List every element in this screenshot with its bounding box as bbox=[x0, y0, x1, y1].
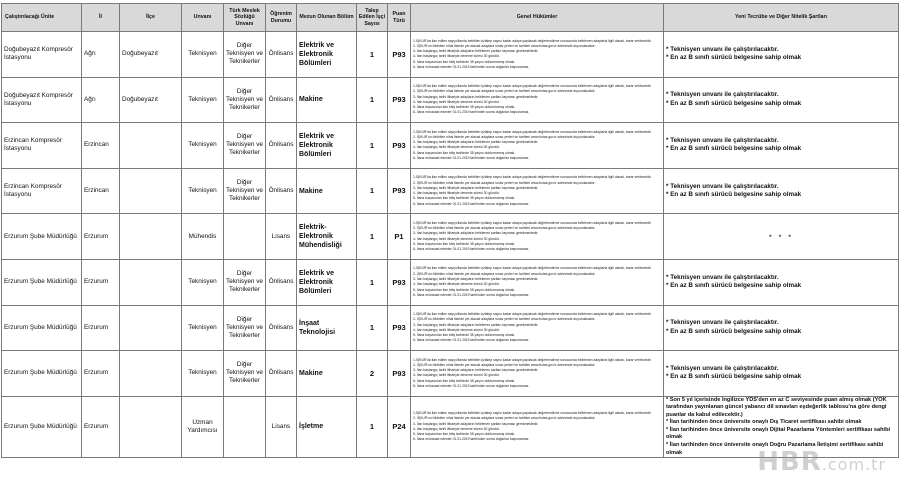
general-provision-line: 6- İlana müracaat edenler 01.01.2019 tarihinden sonra doğanlar başvuramaz. bbox=[413, 292, 530, 297]
table-row bbox=[2, 351, 899, 397]
requirement-item: * En az B sınıfı sürücü belgesine sahip olmak bbox=[666, 282, 802, 290]
cell-title: Teknisyen bbox=[182, 259, 224, 305]
general-provision-line: 4- İlan başlangıç tarihi itibariyle deneme süresi 30 gündür. bbox=[413, 54, 500, 59]
general-provision-line: 3- İlan başlangıç tarihi itibariyle adayların belirlenen şartları taşıması gerekmektedir. bbox=[413, 368, 539, 373]
cell-count: 1 bbox=[357, 259, 388, 305]
general-provision-line: 6- İlana müracaat edenler 01.01.2019 tarihinden sonra doğanlar başvuramaz. bbox=[413, 110, 530, 115]
general-provision-line: 4- İlan başlangıç tarihi itibariyle deneme süresi 30 gündür. bbox=[413, 99, 500, 104]
header-general: Genel Hükümler bbox=[411, 4, 664, 32]
general-provision-line: 3- İlan başlangıç tarihi itibariyle adayların belirlenen şartları taşıması gerekmektedir. bbox=[413, 421, 539, 426]
general-provision-line: 3- İlan başlangıç tarihi itibariyle adayların belirlenen şartları taşıması gerekmektedir. bbox=[413, 185, 539, 190]
cell-title: Uzman Yardımcısı bbox=[182, 396, 224, 457]
requirement-item: * Teknisyen unvanı ile çalıştırılacaktır. bbox=[666, 91, 779, 99]
header-education: Öğrenim Durumu bbox=[266, 4, 297, 32]
general-provision-line: 2- İŞKUR'un bildirilen nihai listede yer alacak adaylara sınav yerleri ve tarihleri www.botas.gov.tr adresinde duyurulacaktır. bbox=[413, 89, 596, 94]
cell-count: 2 bbox=[357, 351, 388, 397]
general-provision-line: 6- İlana müracaat edenler 01.01.2019 tarihinden sonra doğanlar başvuramaz. bbox=[413, 156, 530, 161]
general-provision-line: 6- İlana müracaat edenler 01.01.2019 tarihinden sonra doğanlar başvuramaz. bbox=[413, 338, 530, 343]
header-requirements: Yeni Tecrübe ve Diğer Nitelik Şartları bbox=[664, 4, 899, 32]
cell-score-type: P24 bbox=[388, 396, 411, 457]
cell-score-type: P93 bbox=[388, 77, 411, 123]
header-count: Talep Edilen İşçi Sayısı bbox=[357, 4, 388, 32]
cell-dictionary: Diğer Teknisyen ve Teknikerler bbox=[224, 351, 266, 397]
cell-requirements bbox=[664, 32, 899, 78]
requirement-item: * Teknisyen unvanı ile çalıştırılacaktır. bbox=[666, 45, 779, 53]
requirement-item: * Teknisyen unvanı ile çalıştırılacaktır. bbox=[666, 319, 779, 327]
cell-unit: Erzincan Kompresör İstasyonu bbox=[2, 123, 82, 169]
general-provision-line: 3- İlan başlangıç tarihi itibariyle adayların belirlenen şartları taşıması gerekmektedir. bbox=[413, 231, 539, 236]
cell-score-type: P93 bbox=[388, 32, 411, 78]
general-provision-line: 5- İlana başvurulan ilan bitiş tarihinde 35 yaşını doldurmamış olmak. bbox=[413, 59, 516, 64]
general-provision-line: 1-İŞKUR'da ilan edilen sayıyı/ilanda belirtilen iş/talep sayısı kadar adaya yapılacak değerlendirme sonucunda belirlenen adaylarla ilgili olarak, karar verilecektir. bbox=[413, 357, 652, 362]
cell-general-provisions bbox=[411, 396, 664, 457]
requirement-item: * En az B sınıfı sürücü belgesine sahip olmak bbox=[666, 327, 802, 335]
cell-education: Önlisans bbox=[266, 305, 297, 351]
general-provision-line: 4- İlan başlangıç tarihi itibariyle deneme süresi 30 gündür. bbox=[413, 373, 500, 378]
cell-general-provisions bbox=[411, 259, 664, 305]
cell-score-type: P93 bbox=[388, 123, 411, 169]
requirement-item: * Teknisyen unvanı ile çalıştırılacaktır. bbox=[666, 182, 779, 190]
cell-title: Teknisyen bbox=[182, 305, 224, 351]
cell-department: Makine bbox=[297, 351, 357, 397]
requirement-item: * Teknisyen unvanı ile çalıştırılacaktır. bbox=[666, 273, 779, 281]
cell-dictionary: Diğer Teknisyen ve Teknikerler bbox=[224, 32, 266, 78]
requirement-item: * En az B sınıfı sürücü belgesine sahip olmak bbox=[666, 54, 802, 62]
cell-general-provisions bbox=[411, 168, 664, 214]
cell-unit: Erzurum Şube Müdürlüğü bbox=[2, 396, 82, 457]
cell-education: Lisans bbox=[266, 396, 297, 457]
cell-general-provisions bbox=[411, 351, 664, 397]
cell-score-type: P93 bbox=[388, 305, 411, 351]
general-provision-line: 1-İŞKUR'da ilan edilen sayıyı/ilanda belirtilen iş/talep sayısı kadar adaya yapılacak değerlendirme sonucunda belirlenen adaylarla ilgili olarak, karar verilecektir. bbox=[413, 411, 652, 416]
cell-count: 1 bbox=[357, 123, 388, 169]
watermark-logo: HBR.com.tr bbox=[757, 447, 886, 477]
general-provision-line: 5- İlana başvurulan ilan bitiş tarihinde 35 yaşını doldurmamış olmak. bbox=[413, 333, 516, 338]
cell-title: Teknisyen bbox=[182, 351, 224, 397]
cell-count: 1 bbox=[357, 396, 388, 457]
requirement-item: * Son 5 yıl içerisinde İngilizce YDS'den en az C seviyesinde puan almış olmak (YÖK tarafından yayınlanan güncel yabancı dil sınavları eşdeğerlik tablosu'na göre dengi puanlar da kabul edilecektir.) bbox=[666, 396, 887, 418]
table-row bbox=[2, 168, 899, 214]
cell-general-provisions bbox=[411, 305, 664, 351]
cell-general-provisions bbox=[411, 32, 664, 78]
general-provision-line: 1-İŞKUR'da ilan edilen sayıyı/ilanda belirtilen iş/talep sayısı kadar adaya yapılacak değerlendirme sonucunda belirlenen adaylarla ilgili olarak, karar verilecektir. bbox=[413, 266, 652, 271]
general-provision-line: 4- İlan başlangıç tarihi itibariyle deneme süresi 30 gündür. bbox=[413, 282, 500, 287]
header-title: Unvanı bbox=[182, 4, 224, 32]
cell-title: Mühendis bbox=[182, 214, 224, 260]
requirement-item: * Teknisyen unvanı ile çalıştırılacaktır. bbox=[666, 364, 779, 372]
cell-department: İnşaat Teknolojisi bbox=[297, 305, 357, 351]
header-score-type: Puan Türü bbox=[388, 4, 411, 32]
cell-dictionary bbox=[224, 396, 266, 457]
cell-general-provisions bbox=[411, 214, 664, 260]
cell-score-type: P93 bbox=[388, 351, 411, 397]
general-provision-line: 3- İlan başlangıç tarihi itibariyle adayların belirlenen şartları taşıması gerekmektedir. bbox=[413, 322, 539, 327]
general-provision-line: 5- İlana başvurulan ilan bitiş tarihinde 35 yaşını doldurmamış olmak. bbox=[413, 105, 516, 110]
cell-education: Önlisans bbox=[266, 32, 297, 78]
cell-province: Erzurum bbox=[82, 214, 120, 260]
cell-education: Önlisans bbox=[266, 351, 297, 397]
header-row bbox=[2, 4, 899, 32]
cell-district: Doğubeyazıt bbox=[120, 77, 182, 123]
general-provision-line: 1-İŞKUR'da ilan edilen sayıyı/ilanda belirtilen iş/talep sayısı kadar adaya yapılacak değerlendirme sonucunda belirlenen adaylarla ilgili olarak, karar verilecektir. bbox=[413, 129, 652, 134]
general-provision-line: 2- İŞKUR'un bildirilen nihai listede yer alacak adaylara sınav yerleri ve tarihleri www.botas.gov.tr adresinde duyurulacaktır. bbox=[413, 180, 596, 185]
cell-department: Elektrik ve Elektronik Bölümleri bbox=[297, 32, 357, 78]
general-provision-line: 6- İlana müracaat edenler 01.01.2019 tarihinden sonra doğanlar başvuramaz. bbox=[413, 201, 530, 206]
cell-dictionary: Diğer Teknisyen ve Teknikerler bbox=[224, 168, 266, 214]
general-provision-line: 6- İlana müracaat edenler 01.01.2019 tarihinden sonra doğanlar başvuramaz. bbox=[413, 437, 530, 442]
cell-requirements bbox=[664, 77, 899, 123]
header-province: İl bbox=[82, 4, 120, 32]
cell-count: 1 bbox=[357, 168, 388, 214]
cell-requirements-placeholder: • • • bbox=[664, 214, 899, 260]
cell-unit: Erzincan Kompresör İstasyonu bbox=[2, 168, 82, 214]
general-provision-line: 5- İlana başvurulan ilan bitiş tarihinde 35 yaşını doldurmamış olmak. bbox=[413, 150, 516, 155]
cell-district bbox=[120, 351, 182, 397]
general-provision-line: 1-İŞKUR'da ilan edilen sayıyı/ilanda belirtilen iş/talep sayısı kadar adaya yapılacak değerlendirme sonucunda belirlenen adaylarla ilgili olarak, karar verilecektir. bbox=[413, 220, 652, 225]
general-provision-line: 6- İlana müracaat edenler 01.01.2019 tarihinden sonra doğanlar başvuramaz. bbox=[413, 247, 530, 252]
cell-education: Önlisans bbox=[266, 259, 297, 305]
cell-general-provisions bbox=[411, 77, 664, 123]
cell-education: Önlisans bbox=[266, 123, 297, 169]
general-provision-line: 2- İŞKUR'un bildirilen nihai listede yer alacak adaylara sınav yerleri ve tarihleri www.botas.gov.tr adresinde duyurulacaktır. bbox=[413, 317, 596, 322]
cell-unit: Doğubeyazıt Kompresör İstasyonu bbox=[2, 77, 82, 123]
general-provision-line: 1-İŞKUR'da ilan edilen sayıyı/ilanda belirtilen iş/talep sayısı kadar adaya yapılacak değerlendirme sonucunda belirlenen adaylarla ilgili olarak, karar verilecektir. bbox=[413, 84, 652, 89]
cell-district bbox=[120, 305, 182, 351]
general-provision-line: 6- İlana müracaat edenler 01.01.2019 tarihinden sonra doğanlar başvuramaz. bbox=[413, 64, 530, 69]
cell-score-type: P1 bbox=[388, 214, 411, 260]
cell-province: Ağrı bbox=[82, 77, 120, 123]
general-provision-line: 3- İlan başlangıç tarihi itibariyle adayların belirlenen şartları taşıması gerekmektedir. bbox=[413, 94, 539, 99]
cell-dictionary: Diğer Teknisyen ve Teknikerler bbox=[224, 259, 266, 305]
requirement-item: * En az B sınıfı sürücü belgesine sahip olmak bbox=[666, 145, 802, 153]
general-provision-line: 5- İlana başvurulan ilan bitiş tarihinde 35 yaşını doldurmamış olmak. bbox=[413, 196, 516, 201]
cell-department: Elektrik-Elektronik Mühendisliği bbox=[297, 214, 357, 260]
general-provision-line: 3- İlan başlangıç tarihi itibariyle adayların belirlenen şartları taşıması gerekmektedir. bbox=[413, 277, 539, 281]
cell-education: Lisans bbox=[266, 214, 297, 260]
requirement-item: * Teknisyen unvanı ile çalıştırılacaktır. bbox=[666, 136, 779, 144]
table-row bbox=[2, 123, 899, 169]
table-row bbox=[2, 214, 899, 260]
cell-general-provisions bbox=[411, 123, 664, 169]
header-dictionary: Türk Meslek Sözlüğü Unvanı bbox=[224, 4, 266, 32]
general-provision-line: 2- İŞKUR'un bildirilen nihai listede yer alacak adaylara sınav yerleri ve tarihleri www.botas.gov.tr adresinde duyurulacaktır. bbox=[413, 416, 596, 421]
table-row bbox=[2, 32, 899, 78]
job-listing-table bbox=[1, 3, 899, 458]
general-provision-line: 3- İlan başlangıç tarihi itibariyle adayların belirlenen şartları taşıması gerekmektedir. bbox=[413, 49, 539, 54]
cell-count: 1 bbox=[357, 305, 388, 351]
cell-district bbox=[120, 259, 182, 305]
cell-department: Elektrik ve Elektronik Bölümleri bbox=[297, 123, 357, 169]
general-provision-line: 3- İlan başlangıç tarihi itibariyle adayların belirlenen şartları taşıması gerekmektedir. bbox=[413, 140, 539, 145]
general-provision-line: 2- İŞKUR'un bildirilen nihai listede yer alacak adaylara sınav yerleri ve tarihleri www.botas.gov.tr adresinde duyurulacaktır. bbox=[413, 134, 596, 139]
general-provision-line: 5- İlana başvurulan ilan bitiş tarihinde 35 yaşını doldurmamış olmak. bbox=[413, 241, 516, 246]
general-provision-line: 4- İlan başlangıç tarihi itibariyle deneme süresi 30 gündür. bbox=[413, 236, 500, 241]
general-provision-line: 2- İŞKUR'un bildirilen nihai listede yer alacak adaylara sınav yerleri ve tarihleri www.botas.gov.tr adresinde duyurulacaktır. bbox=[413, 362, 596, 367]
cell-province: Erzurum bbox=[82, 396, 120, 457]
cell-province: Erzincan bbox=[82, 168, 120, 214]
cell-district: Doğubeyazıt bbox=[120, 32, 182, 78]
requirement-item: * İlan tarihinden önce üniversite onaylı Dış Ticaret sertifikası sahibi olmak bbox=[666, 419, 862, 426]
cell-unit: Doğubeyazıt Kompresör İstasyonu bbox=[2, 32, 82, 78]
cell-province: Erzurum bbox=[82, 259, 120, 305]
cell-title: Teknisyen bbox=[182, 168, 224, 214]
requirement-item: * En az B sınıfı sürücü belgesine sahip olmak bbox=[666, 191, 802, 199]
cell-unit: Erzurum Şube Müdürlüğü bbox=[2, 214, 82, 260]
cell-province: Erzincan bbox=[82, 123, 120, 169]
general-provision-line: 6- İlana müracaat edenler 01.01.2019 tarihinden sonra doğanlar başvuramaz. bbox=[413, 383, 530, 388]
cell-dictionary bbox=[224, 214, 266, 260]
cell-title: Teknisyen bbox=[182, 32, 224, 78]
cell-education: Önlisans bbox=[266, 77, 297, 123]
table-row bbox=[2, 259, 899, 305]
general-provision-line: 2- İŞKUR'un bildirilen nihai listede yer alacak adaylara sınav yerleri ve tarihleri www.botas.gov.tr adresinde duyurulacaktır. bbox=[413, 43, 596, 48]
cell-requirements bbox=[664, 305, 899, 351]
cell-dictionary: Diğer Teknisyen ve Teknikerler bbox=[224, 305, 266, 351]
cell-requirements bbox=[664, 259, 899, 305]
general-provision-line: 5- İlana başvurulan ilan bitiş tarihinde 35 yaşını doldurmamış olmak. bbox=[413, 287, 516, 292]
header-department: Mezun Olunan Bölüm bbox=[297, 4, 357, 32]
general-provision-line: 1-İŞKUR'da ilan edilen sayıyı/ilanda belirtilen iş/talep sayısı kadar adaya yapılacak değerlendirme sonucunda belirlenen adaylarla ilgili olarak, karar verilecektir. bbox=[413, 38, 652, 43]
general-provision-line: 4- İlan başlangıç tarihi itibariyle deneme süresi 30 gündür. bbox=[413, 145, 500, 150]
cell-department: Elektrik ve Elektronik Bölümleri bbox=[297, 259, 357, 305]
cell-title: Teknisyen bbox=[182, 123, 224, 169]
general-provision-line: 2- İŞKUR'un bildirilen nihai listede yer alacak adaylara sınav yerleri ve tarihleri www.botas.gov.tr adresinde duyurulacaktır. bbox=[413, 271, 596, 276]
cell-unit: Erzurum Şube Müdürlüğü bbox=[2, 305, 82, 351]
cell-count: 1 bbox=[357, 214, 388, 260]
cell-requirements bbox=[664, 351, 899, 397]
cell-department: Makine bbox=[297, 77, 357, 123]
cell-province: Erzurum bbox=[82, 305, 120, 351]
header-district: İlçe bbox=[120, 4, 182, 32]
requirement-item: * En az B sınıfı sürücü belgesine sahip olmak bbox=[666, 373, 802, 381]
cell-requirements bbox=[664, 123, 899, 169]
cell-province: Erzurum bbox=[82, 351, 120, 397]
table-row bbox=[2, 305, 899, 351]
cell-district bbox=[120, 396, 182, 457]
cell-requirements bbox=[664, 168, 899, 214]
cell-district bbox=[120, 168, 182, 214]
requirement-item: * İlan tarihinden önce üniversite onaylı Doğru Pazarlama İletişimi sertifikası sahibi olmak bbox=[666, 442, 884, 456]
cell-province: Ağrı bbox=[82, 32, 120, 78]
cell-score-type: P93 bbox=[388, 259, 411, 305]
cell-dictionary: Diğer Teknisyen ve Teknikerler bbox=[224, 123, 266, 169]
general-provision-line: 1-İŞKUR'da ilan edilen sayıyı/ilanda belirtilen iş/talep sayısı kadar adaya yapılacak değerlendirme sonucunda belirlenen adaylarla ilgili olarak, karar verilecektir. bbox=[413, 312, 652, 317]
general-provision-line: 4- İlan başlangıç tarihi itibariyle deneme süresi 30 gündür. bbox=[413, 426, 500, 431]
cell-department: İşletme bbox=[297, 396, 357, 457]
cell-education: Önlisans bbox=[266, 168, 297, 214]
general-provision-line: 1-İŞKUR'da ilan edilen sayıyı/ilanda belirtilen iş/talep sayısı kadar adaya yapılacak değerlendirme sonucunda belirlenen adaylarla ilgili olarak, karar verilecektir. bbox=[413, 175, 652, 180]
general-provision-line: 4- İlan başlangıç tarihi itibariyle deneme süresi 30 gündür. bbox=[413, 191, 500, 196]
cell-district bbox=[120, 123, 182, 169]
requirement-item: * İlan tarihinden önce üniversite onaylı Dijital Pazarlama Yöntemleri sertifikası sahibi olmak bbox=[666, 426, 891, 441]
cell-score-type: P93 bbox=[388, 168, 411, 214]
general-provision-line: 5- İlana başvurulan ilan bitiş tarihinde 35 yaşını doldurmamış olmak. bbox=[413, 378, 516, 383]
table-row bbox=[2, 77, 899, 123]
cell-dictionary: Diğer Teknisyen ve Teknikerler bbox=[224, 77, 266, 123]
cell-count: 1 bbox=[357, 32, 388, 78]
cell-title: Teknisyen bbox=[182, 77, 224, 123]
general-provision-line: 2- İŞKUR'un bildirilen nihai listede yer alacak adaylara sınav yerleri ve tarihleri www.botas.gov.tr adresinde duyurulacaktır. bbox=[413, 226, 596, 231]
header-unit: Çalıştırılacağı Ünite bbox=[2, 4, 82, 32]
general-provision-line: 4- İlan başlangıç tarihi itibariyle deneme süresi 30 gündür. bbox=[413, 327, 500, 332]
cell-unit: Erzurum Şube Müdürlüğü bbox=[2, 351, 82, 397]
cell-unit: Erzurum Şube Müdürlüğü bbox=[2, 259, 82, 305]
cell-department: Makine bbox=[297, 168, 357, 214]
cell-district bbox=[120, 214, 182, 260]
cell-count: 1 bbox=[357, 77, 388, 123]
general-provision-line: 5- İlana başvurulan ilan bitiş tarihinde 35 yaşını doldurmamış olmak. bbox=[413, 432, 516, 437]
requirement-item: * En az B sınıfı sürücü belgesine sahip olmak bbox=[666, 99, 802, 107]
